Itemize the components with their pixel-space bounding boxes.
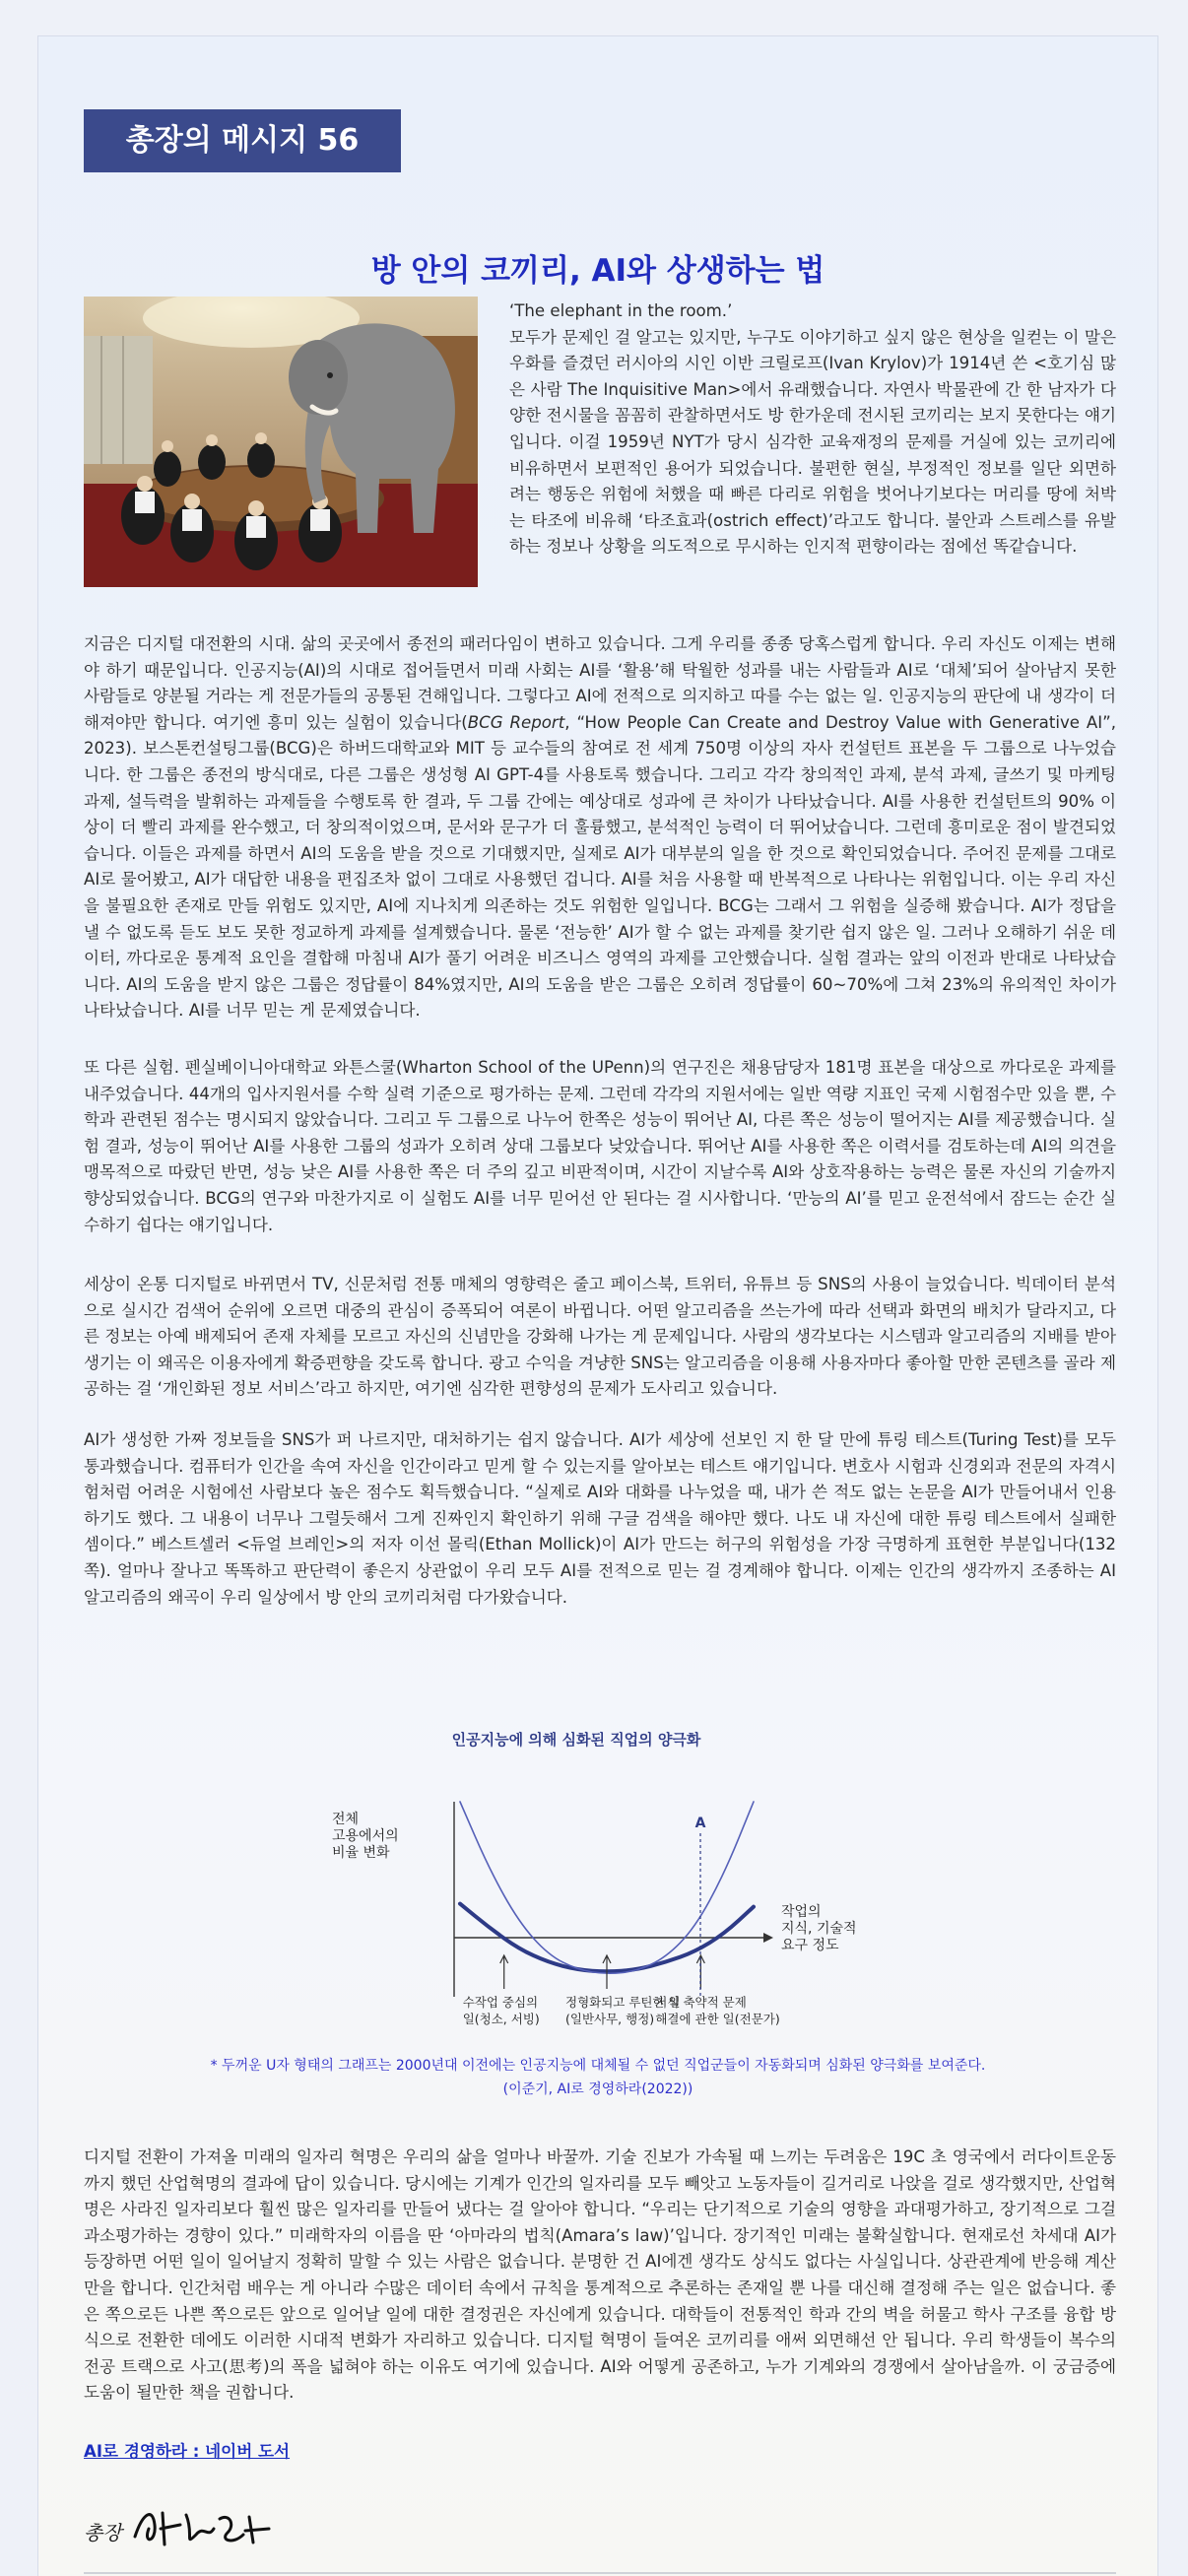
intro-paragraph: 모두가 문제인 걸 알고는 있지만, 누구도 이야기하고 싶지 않은 현상을 일컫는 이 말은 우화를 즐겼던 러시아의 시인 이반 크릴로프(Ivan Krylov)가 1914년 쓴 <호기심 많은 사람 The Inquisitive Man>에서 유래했습니다. 자연사 박물관에 간 한 남자가 다양한 전시물을 꼼꼼히 관찰하면서도 방 한가운데 전시된 코끼리는 보지 못한다는 얘기입니다. 이걸 1959년 NYT가 당시 심각한 교육재정의 문제를 거실에 있는 코끼리에 비유하면서 보편적인 용어가 되었습니다. 불편한 현실, 부정적인 정보를 일단 외면하려는 행동은 위험에 처했을 때 빠른 다리로 위험을 벗어나기보다는 머리를 땅에 처박는 타조에 비유해 ‘타조효과(ostrich effect)’라고도 합니다. 불안과 스트레스를 유발하는 정보나 상황을 의도적으로 무시하는 인지적 편향이라는 점에선 똑같습니다. bbox=[509, 327, 1116, 557]
signature-label: 총장 bbox=[84, 2521, 122, 2544]
intro-quote: ‘The elephant in the room.’ bbox=[509, 301, 733, 320]
paragraph-bcg-b: , “How People Can Create and Destroy Value with Generative AI”, 2023). 보스톤컨설팅그룹(BCG)은 하버드대학교와 MIT 등 교수들의 참여로 전 세계 750명 이상의 자사 컨설턴트 표본을 두 그룹으로 나누었습니다. 한 그룹은 종전의 방식대로, 다른 그룹은 생성형 AI GPT-4를 사용토록 했습니다. 그리고 각각 창의적인 과제, 분석 과제, 글쓰기 및 마케팅 과제, 설득력을 발휘하는 과제들을 수행토록 한 결과, 두 그룹 간에는 예상대로 성과에 큰 차이가 나타났습니다. AI를 사용한 컨설턴트의 90% 이상이 더 빨리 과제를 완수했고, 더 창의적이었으며, 문서와 문구가 더 훌륭했고, 분석적인 능력이 더 뛰어났습니다. 그런데 흥미로운 점이 발견되었습니다. 이들은 과제를 하면서 AI의 도움을 받을 것으로 기대했지만, 실제로 AI가 대부분의 일을 한 것으로 확인되었습니다. 주어진 문제를 그대로 AI로 물어봤고, AI가 대답한 내용을 편집조차 없이 그대로 사용했던 겁니다. AI를 처음 사용할 때 반복적으로 나타나는 위험입니다. 이는 우리 자신을 불필요한 존재로 만들 위험도 있지만, AI에 지나치게 의존하는 것도 위험한 일입니다. BCG는 그래서 그 위험을 실증해 봤습니다. AI가 정답을 낼 수 없도록 듣도 보도 못한 정교하게 과제를 설계했습니다. 물론 ‘전능한’ AI가 할 수 없는 과제를 찾기란 쉽지 않은 일. 그러나 오해하기 쉬운 데이터, 까다로운 통계적 요인을 결합해 마침내 AI가 풀기 어려운 비즈니스 영역의 과제를 고안했습니다. 실험 결과는 앞의 이전과 반대로 나타났습니다. AI의 도움을 받지 않은 그룹은 정답률이 84%였지만, AI의 도움을 받은 그룹은 오히려 정답률이 60~70%에 그쳐 23%의 유의적인 차이가 나타났습니다. AI를 너무 믿는 게 문제였습니다. bbox=[84, 712, 1116, 1021]
chart-x-arrow bbox=[763, 1933, 773, 1943]
polarization-chart bbox=[261, 1711, 891, 2046]
chart-annotation-label: 정형화되고 루틴한 일 (일반사무, 행정) bbox=[565, 1995, 681, 2026]
signature-image bbox=[125, 2495, 283, 2554]
chart-series-thin-u bbox=[460, 1802, 754, 1973]
chart-annotations bbox=[463, 1955, 780, 2026]
series-badge: 총장의 메시지 56 bbox=[84, 109, 401, 172]
page-title: 방 안의 코끼리, AI와 상생하는 법 bbox=[370, 253, 825, 289]
chart-caption-source: (이준기, AI로 경영하라(2022)) bbox=[502, 2081, 693, 2097]
bcg-report-title: BCG Report bbox=[467, 712, 565, 732]
chart-series-group bbox=[460, 1802, 754, 1973]
chart-caption-line1: * 두꺼운 U자 형태의 그래프는 2000년대 이전에는 인공지능에 대체될 수 없던 직업군들이 자동화되며 심화된 양극화를 보여준다. bbox=[210, 2058, 986, 2074]
paragraph-future: 디지털 전환이 가져올 미래의 일자리 혁명은 우리의 삶을 얼마나 바꿀까. 기술 진보가 가속될 때 느끼는 두려움은 19C 초 영국에서 러다이트운동까지 했던 산업혁명의 결과에 답이 있습니다. 당시에는 기계가 인간의 일자리를 모두 빼앗고 노동자들이 길거리로 나앉을 걸로 생각했지만, 산업혁명은 사라진 일자리보다 훨씬 많은 일자리를 만들어 냈다는 걸 알아야 합니다. “우리는 단기적으로 기술의 영향을 과대평가하고, 장기적으로 그걸 과소평가하는 경향이 있다.” 미래학자의 이름을 딴 ‘아마라의 법칙(Amara’s law)’입니다. 장기적인 미래는 불확실합니다. 현재로선 차세대 AI가 등장하면 어떤 일이 일어날지 정확히 말할 수 있는 사람은 없습니다. 분명한 건 AI에겐 생각도 상식도 없다는 사실입니다. 상관관계에 반응해 계산만을 합니다. 인간처럼 배우는 게 아니라 수많은 데이터 속에서 규칙을 통계적으로 추론하는 존재일 뿐 나를 대신해 결정해 주는 일은 없습니다. 좋은 쪽으로든 나쁜 쪽으로든 앞으로 일어날 일에 대한 결정권은 자신에게 있습니다. 대학들이 전통적인 학과 간의 벽을 허물고 학사 구조를 융합 방식으로 전환한 데에도 이러한 시대적 변화가 자리하고 있습니다. 디지털 혁명이 들여온 코끼리를 애써 외면해선 안 됩니다. 우리 학생들이 복수의 전공 트랙으로 사고(思考)의 폭을 넓혀야 하는 이유도 여기에 있습니다. AI와 어떻게 공존하고, 누가 기계와의 경쟁에서 살아남을까. 이 궁금증에 도움이 될만한 책을 권합니다. bbox=[84, 2147, 1116, 2403]
book-link[interactable]: AI로 경영하라 : 네이버 도서 bbox=[84, 2442, 291, 2461]
paragraph-bcg-a: 지금은 디지털 대전환의 시대. 삶의 곳곳에서 종전의 패러다임이 변하고 있습니다. 그게 우리를 종종 당혹스럽게 합니다. 우리 자신도 이제는 변해야 하기 때문입니다. 인공지능(AI)의 시대로 접어들면서 미래 사회는 AI를 ‘활용’해 탁월한 성과를 내는 사람들과 AI로 ‘대체’되어 살아남지 못한 사람들로 양분될 거라는 게 전문가들의 공통된 견해입니다. 그렇다고 AI에 전적으로 의지하고 따를 수는 없는 일. 인공지능의 판단에 내 생각이 더해져야만 합니다. 여기엔 흥미 있는 실험이 있습니다( bbox=[84, 634, 1116, 732]
chart-ylabel: 전체 고용에서의 비율 변화 bbox=[332, 1812, 399, 1861]
paragraph-wharton: 또 다른 실험. 펜실베이니아대학교 와튼스쿨(Wharton School of the UPenn)의 연구진은 채용담당자 181명 표본을 대상으로 까다로운 과제를 내주었습니다. 44개의 입사지원서를 수학 실력 기준으로 평가하는 문제. 그런데 각각의 지원서에는 일반 역량 지표인 국제 시험점수만 있을 뿐, 수학과 관련된 점수는 명시되지 않았습니다. 그리고 두 그룹으로 나누어 한쪽은 성능이 뛰어난 AI, 다른 쪽은 성능이 떨어지는 AI를 제공했습니다. 실험 결과, 성능이 뛰어난 AI를 사용한 그룹의 성과가 오히려 상대 그룹보다 낮았습니다. 뛰어난 AI를 사용한 쪽은 이력서를 검토하는데 AI의 의견을 맹목적으로 따랐던 반면, 성능 낮은 AI를 사용한 쪽은 더 주의 깊고 비판적이며, 시간이 지날수록 AI와 상호작용하는 능력은 물론 자신의 기술까지 향상되었습니다. BCG의 연구와 마찬가지로 이 실험도 AI를 너무 믿어선 안 된다는 걸 시사합니다. ‘만능의 AI’를 믿고 운전석에서 잠드는 순간 실수하기 쉽다는 얘기입니다. bbox=[84, 1058, 1116, 1234]
intro-text bbox=[509, 298, 1116, 561]
paragraph-bcg bbox=[84, 631, 1116, 1024]
paragraph-turing: AI가 생성한 가짜 정보들을 SNS가 퍼 나르지만, 대처하기는 쉽지 않습니다. AI가 세상에 선보인 지 한 달 만에 튜링 테스트(Turing Test)를 모두 통과했습니다. 컴퓨터가 인간을 속여 자신을 인간이라고 믿게 할 수 있는지를 알아보는 테스트 얘기입니다. 변호사 시험과 신경외과 전문의 자격시험처럼 어려운 시험에선 사람보다 높은 점수도 획득했습니다. “실제로 AI와 대화를 나누었을 때, 내가 쓴 적도 없는 논문을 AI가 만들어내서 인용하기도 했다. 그 내용이 너무나 그럴듯해서 그게 진짜인지 확인하기 위해 구글 검색을 해야만 했다. 나도 내 자신에 대한 튜링 테스트에서 실패한 셈이다.” 베스트셀러 <듀얼 브레인>의 저자 이선 몰릭(Ethan Mollick)이 AI가 만드는 허구의 위험성을 가장 극명하게 표현한 부분입니다(132쪽). 얼마나 잘나고 똑똑하고 판단력이 좋은지 상관없이 우리 모두 AI를 전적으로 믿는 걸 경계해야 합니다. 이제는 인간의 생각까지 조종하는 AI 알고리즘의 왜곡이 우리 일상에서 방 안의 코끼리처럼 다가왔습니다. bbox=[84, 1430, 1116, 1607]
chart-marker-label: A bbox=[694, 1816, 706, 1831]
bottom-divider bbox=[84, 2572, 1116, 2574]
message-page bbox=[37, 35, 1158, 2576]
chart-xlabel: 작업의 지식, 기술적 요구 정도 bbox=[781, 1904, 857, 1953]
elephant-meeting-photo bbox=[84, 297, 478, 587]
polarization-chart-svg bbox=[261, 1711, 891, 2046]
chart-title: 인공지능에 의해 심화된 직업의 양극화 bbox=[451, 1731, 701, 1749]
chart-annotation-label: 수작업 중심의 일(청소, 서빙) bbox=[462, 1995, 540, 2026]
chart-annotation-arrow bbox=[500, 1955, 508, 1989]
paragraph-sns: 세상이 온통 디지털로 바뀌면서 TV, 신문처럼 전통 매체의 영향력은 줄고 페이스북, 트위터, 유튜브 등 SNS의 사용이 늘었습니다. 빅데이터 분석으로 실시간 검색어 순위에 오르면 대중의 관심이 증폭되어 여론이 바뀝니다. 어떤 알고리즘을 쓰는가에 따라 선택과 화면의 배치가 달라지고, 다른 정보는 아예 배제되어 존재 자체를 모르고 자신의 신념만을 강화해 나가는 게 문제입니다. 사람의 생각보다는 시스템과 알고리즘의 지배를 받아 생기는 이 왜곡은 이용자에게 확증편향을 갖도록 합니다. 광고 수익을 겨냥한 SNS는 알고리즘을 이용해 사용자마다 좋아할 만한 콘텐츠를 골라 제공하는 걸 ‘개인화된 정보 서비스’라고 하지만, 여기엔 심각한 편향성의 문제가 도사리고 있습니다. bbox=[84, 1275, 1116, 1399]
chart-caption bbox=[38, 2054, 1157, 2101]
chart-annotation-label: 지식 축약적 문제 해결에 관한 일(전문가) bbox=[655, 1995, 780, 2026]
